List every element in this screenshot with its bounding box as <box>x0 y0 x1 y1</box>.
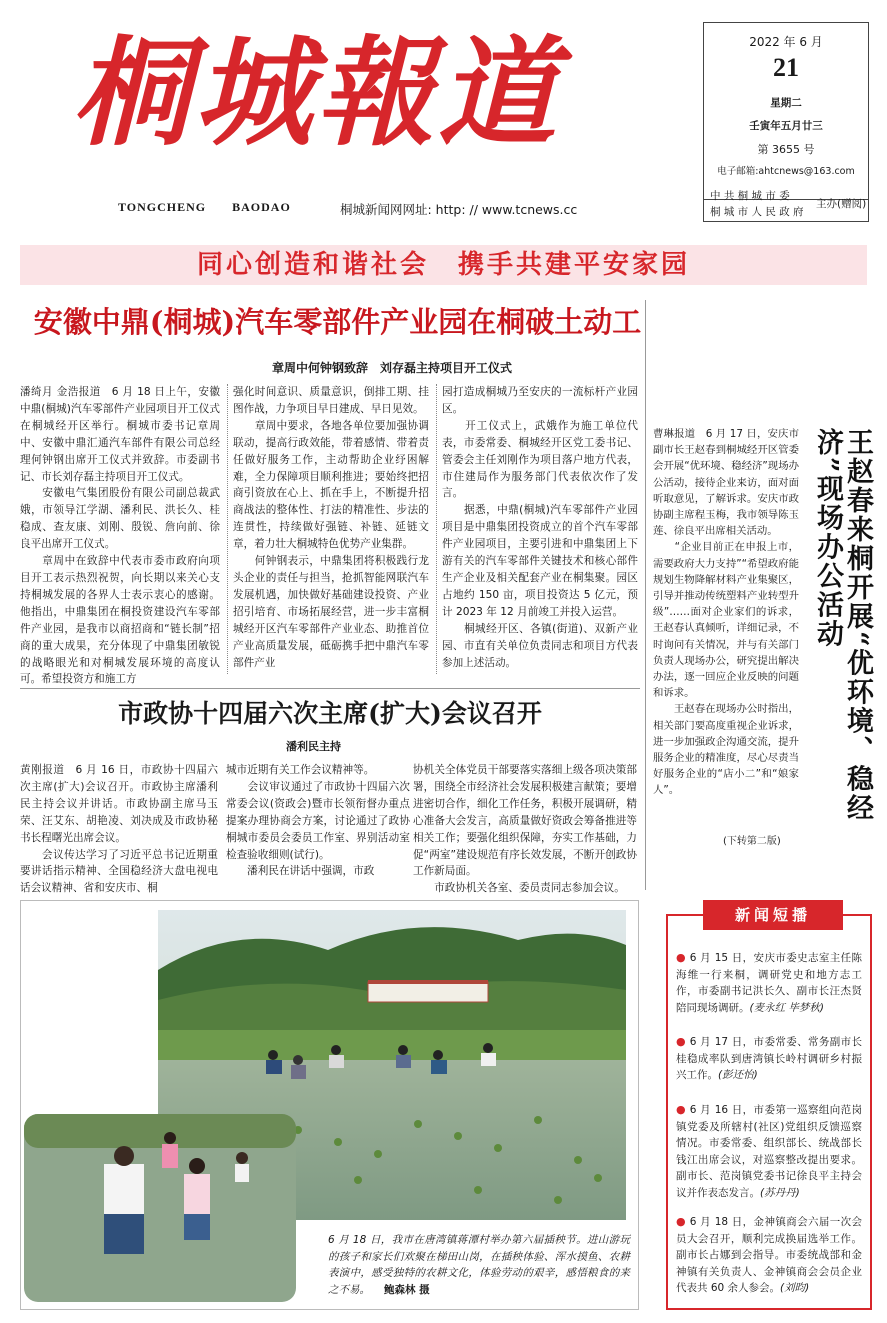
article3-subhead: 潘利民主持 <box>286 740 341 753</box>
article1-subhead: 章周中何钟钢致辞 刘存磊主持项目开工仪式 <box>272 361 513 375</box>
brief-item: ● 6 月 17 日，市委常委、常务副市长桂稳成率队到唐湾镇长岭村调研乡村振兴工作。(彭还怡) <box>676 1035 862 1081</box>
issue-weekday: 星期二 <box>770 97 802 109</box>
article1-column-2: 强化时间意识、质量意识，倒排工期、挂图作战，力争项目早日建成、早日见效。 章周中要求，各地各单位要加强协调联动，提高行政效能，带着感情、带着责任做好服务工作，主动帮助企业纾困解难，全力保障项目顺利推进；要始终把招商引资放在心上、抓在手上，不断提升招商战法的整体性、打法的精准性、步法的连贯性，持续做好强链、补链、延链文章，着力壮大桐城特色优势产业集群。 何钟钢表示，中鼎集团将积极践行龙头企业的责任与担当，抢抓智能网联汽车发展机遇，加快做好基础建设投资、产业招引培育、市场拓展经营，进一步丰富桐城经开区汽车零部件产业业态、助推首位产业高质量发展，砥砺携手把中鼎汽车零部件产业 <box>233 386 429 669</box>
article2-body: 曹琳报道 6 月 17 日，安庆市副市长王赵春到桐城经开区管委会开展“优环境、稳经济”现场办公活动，接待企业来访，面对面听取意见，了解诉求。安庆市政协副主席程玉梅，我市领导陈玉莲、徐良平出席相关活动。 “企业目前正在申报上市，需要政府大力支持”“希望政府能规划生物降解材料产业集聚区，引导并推动传统塑料产业转型升级”……面对企业家们的诉求，王赵春认真倾听，详细记录，不时询问有关情况，并与有关部门负责人现场办公，研究提出解决办法，逐一回应企业反映的问题和诉求。 王赵春在现场办公时指出，相关部门要高度重视企业诉求，进一步加强政企沟通交流，提升服务企业的精准度，尽心尽责当好服务企业的“店小二”和“娘家人”。 <box>653 428 799 797</box>
brief-item: ● 6 月 18 日，金神镇商会六届一次会员大会召开，顺利完成换届选举工作。副市长占娜到会指导。市委统战部和金神镇有关负责人、金神镇商会会员企业代表共 60 余人参会。(刘昀) <box>676 1215 862 1294</box>
article3-column-1: 黄刚报道 6 月 16 日，市政协十四届六次主席(扩大)会议召开。市政协主席潘利民主持会议并讲话。市政协副主席马玉荣、汪艾东、胡艳凌、刘决成及市政协秘书长程曙光出席会议。 会议传达学习了习近平总书记近期重要讲话指示精神、全国稳经济大盘电视电话会议精神、省和安庆市、桐 <box>20 764 218 895</box>
sponsor-names: 中 共 桐 城 市 委 桐 城 市 人 民 政 府 <box>710 190 804 218</box>
brief-item: ● 6 月 16 日，市委第一巡察组向范岗镇党委及所辖村(社区)党组织反馈巡察情况。市委常委、组织部长、统战部长钱江出席会议，对巡察整改提出要求。副市长、范岗镇党委书记徐良平主持会议并作表态发言。(苏丹丹) <box>676 1103 862 1199</box>
article3-column-3: 协机关全体党员干部要落实落细上级各项决策部署，围绕全市经济社会发展积极建言献策；要增进密切合作，细化工作任务，积极开展调研，精心准备大会发言，高质量做好资政会筹备推进等相关工作；要强化组织保障，夯实工作基础，力促“两室”建设规范有序长效发展，不断开创政协工作新局面。 市政协机关各室、委员责同志参加会议。 <box>413 764 637 895</box>
article1-column-3: 园打造成桐城乃至安庆的一流标杆产业园区。 开工仪式上，武娥作为施工单位代表，市委常委、桐城经开区党工委书记、管委会主任刘刚作为项目落户地方代表，市住建局作为服务部门代表依次作了发言。 据悉，中鼎(桐城)汽车零部件产业园项目是中鼎集团投资成立的首个汽车零部件产业园项目，主要引进和中鼎集团上下游有关的汽车零部件关键技术和核心部件生产企业及相关配套产业在桐集聚。园区占地约 150 亩，项目投资达 5 亿元，预计 2023 年 12 月前竣工并投入运营。 桐城经开区、各镇(街道)、双新产业园、市直有关单位负责同志和项目方代表参加上述活动。 <box>442 386 638 669</box>
bullet-icon: ● <box>676 1103 686 1116</box>
article3-column-2: 城市近期有关工作会议精神等。 会议审议通过了市政协十四届六次常委会议(资政会)暨市长领衔督办重点提案办理协商会方案，讨论通过了政协桐城市委员会委员工作室、界别活动室检查验收细则(试行)。 潘利民在讲话中强调，市政 <box>226 764 410 878</box>
article2-vertical-headline: 王赵春来桐开展“优环境、稳经济”现场办公活动 <box>812 428 873 823</box>
news-briefs-title: 新闻短播 <box>703 900 843 930</box>
issue-number: 第 3655 号 <box>757 143 815 156</box>
slogan-banner: 同心创造和谐社会 携手共建平安家园 <box>20 245 867 285</box>
issue-info-box <box>703 22 869 222</box>
issue-year-month: 2022 年 6 月 <box>749 35 823 49</box>
bullet-icon: ● <box>676 1035 686 1048</box>
bullet-icon: ● <box>676 951 686 964</box>
parent-child-photo-inset <box>24 1114 296 1302</box>
column-divider <box>227 384 228 674</box>
article1-column-1: 潘绮月 金浩报道 6 月 18 日上午，安徽中鼎(桐城)汽车零部件产业园项目开工仪式在桐城经开区举行。桐城市委书记章周中、安徽中鼎汇通汽车部件有限公司总经理何钟钢出席开工仪式并致辞。市委副书记、市长刘存磊主持项目开工仪式。 安徽电气集团股份有限公司副总裁武娥，市领导江学湖、潘利民、洪长久、桂稳成、查友康、刘刚、殷锐、詹向前、徐良平出席开工仪式。 章周中在致辞中代表市委市政府向项目开工表示热烈祝贺，向长期以来关心支持桐城发展的各界人士表示衷心的感谢。他指出，中鼎集团在桐投资建设汽车零部件产业园，是我市以商招商和“链长制”招商的重大成果，充分体现了中鼎集团敏锐的战略眼光和对桐城发展环境的高度认可。希望投资方和施工方 <box>20 386 220 686</box>
article1-headline: 安徽中鼎(桐城)汽车零部件产业园在桐破土动工 <box>33 305 642 339</box>
photo-caption: 6 月 18 日，我市在唐湾镇蒋潭村举办第六届插秧节。进山游玩的孩子和家长们欢聚在梯田山岗，在插秧体验、浑水摸鱼、农耕表演中，感受独特的农耕文化，体验劳动的艰辛，感悟粮食的来之不易。 鲍森林 摄 <box>328 1234 630 1296</box>
article2-continued: (下转第二版) <box>723 836 781 847</box>
issue-email: 电子邮箱:ahtcnews@163.com <box>717 166 855 177</box>
photo-credit: 鲍森林 摄 <box>384 1283 430 1296</box>
section-divider <box>20 688 640 689</box>
brief-item: ● 6 月 15 日，安庆市委史志室主任陈海维一行来桐，调研党史和地方志工作，市委副书记洪长久、副市长汪杰贤陪同现场调研。(麦永红 毕梦秋) <box>676 951 862 1014</box>
bullet-icon: ● <box>676 1215 686 1228</box>
article3-headline: 市政协十四届六次主席(扩大)会议召开 <box>118 699 542 728</box>
sponsor-note: 主办(赠阅) <box>816 198 867 210</box>
section-divider <box>645 300 647 890</box>
masthead-pinyin: TONGCHENG BAODAO <box>118 200 291 214</box>
column-divider <box>436 384 437 674</box>
newspaper-masthead-logo: 桐城報道 <box>72 23 561 162</box>
issue-lunar-date: 壬寅年五月廿三 <box>749 120 823 132</box>
issue-day: 21 <box>773 53 799 82</box>
website-line: 桐城新闻网网址: http: // www.tcnews.cc <box>340 202 578 217</box>
